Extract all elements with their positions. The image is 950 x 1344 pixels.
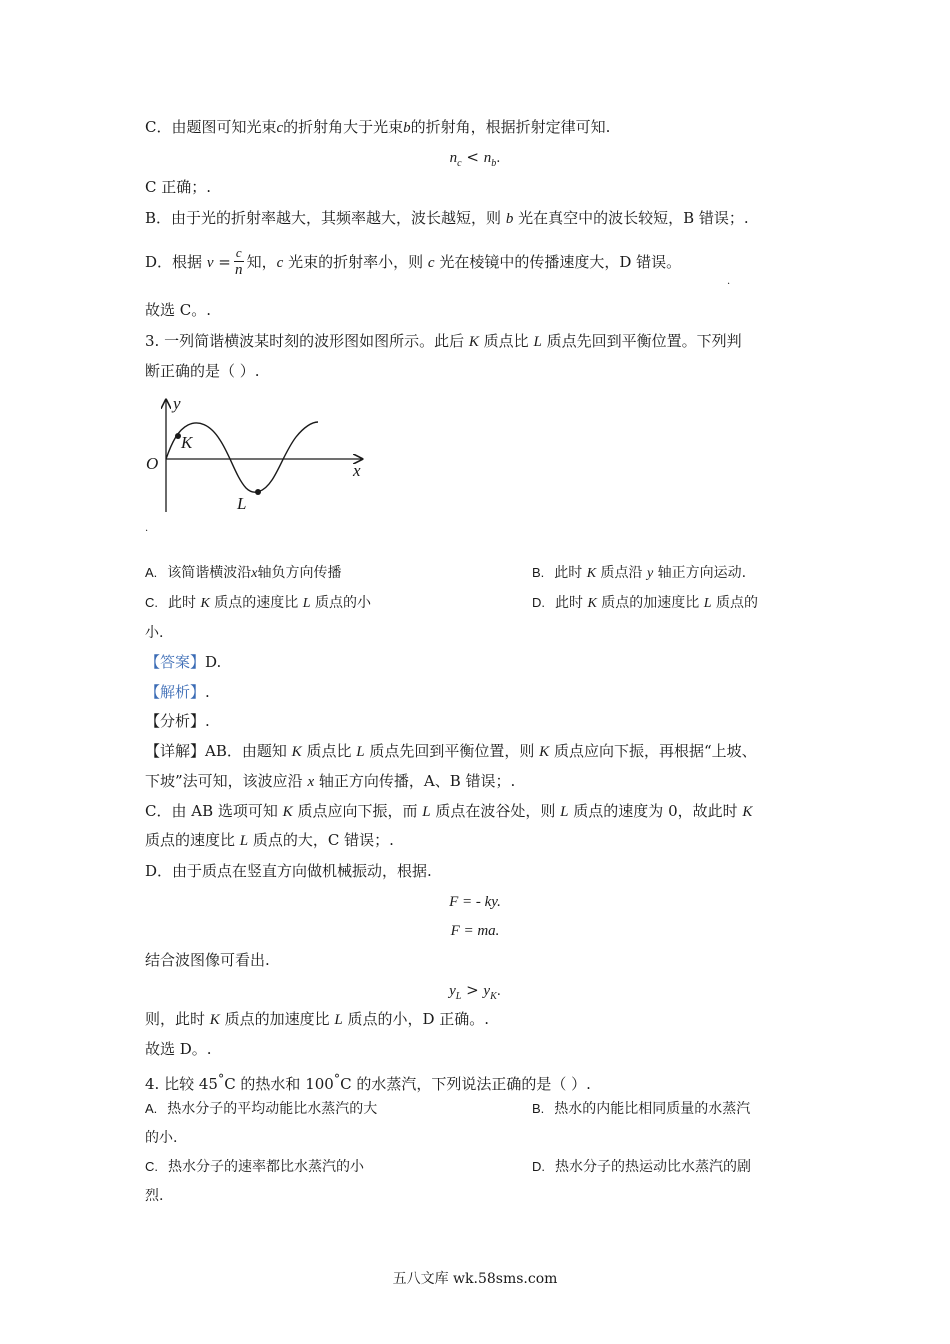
equation-f-ma: F = ma. xyxy=(450,923,500,939)
detail-line: 质点的速度比 L 质点的大，C 错误；. xyxy=(145,831,394,849)
point-k-label: K xyxy=(181,433,193,452)
stray-dot: . xyxy=(145,523,149,534)
text-line: 故选 C。. xyxy=(145,301,212,319)
fraction-c-over-n: $\frac{c}{n}$ xyxy=(234,244,243,278)
detail-line: 则，此时 K 质点的加速度比 L 质点的小，D 正确。. xyxy=(145,1010,490,1028)
detail-line: 下坡”法可知，该波应沿 x 轴正方向传播，A、B 错误；. xyxy=(145,772,516,790)
q4-option-b-wrap: 的小. xyxy=(145,1130,178,1146)
equation-yl-yk: $y_L > y_K$. xyxy=(449,981,501,1002)
point-l-dot xyxy=(255,489,261,495)
text-line: B．由于光的折射率越大，其频率越大，波长越短，则 b 光在真空中的波长较短，B 错误；. xyxy=(145,209,749,227)
q4-option-c: C. 热水分子的速率都比水蒸汽的小 xyxy=(145,1159,364,1175)
equation-f-ky: F = - ky. xyxy=(449,894,501,910)
text-line: D．根据 v = $\frac{c}{n}$ 知，c 光束的折射率小，则 c 光在棱镜中的传播速度大，D 错误。 xyxy=(145,244,682,278)
point-l-label: L xyxy=(237,494,247,513)
analysis-line: 【解析】. xyxy=(145,683,210,701)
q3-option-a: A. 该简谐横波沿x轴负方向传播 xyxy=(145,565,342,581)
q3-option-b: B. 此时 K 质点沿 y 轴正方向运动. xyxy=(532,565,747,581)
detail-line: 结合波图像可看出. xyxy=(145,951,270,969)
question-3-stem: 3. 一列简谐横波某时刻的波形图如图所示。此后 K 质点比 L 质点先回到平衡位置。下列判 xyxy=(145,332,742,350)
q3-option-c: C. 此时 K 质点的速度比 L 质点的小 xyxy=(145,595,371,611)
x-axis-label: x xyxy=(353,461,361,480)
answer-line: 【答案】D. xyxy=(145,653,222,671)
y-axis-label: y xyxy=(173,394,181,413)
detail-line: D．由于质点在竖直方向做机械振动，根据. xyxy=(145,862,432,880)
q3-option-c-wrap: 小. xyxy=(145,625,164,641)
equation-nc-nb: $n_c < n_b$. xyxy=(449,148,501,169)
question-3-stem-cont: 断正确的是（ ）. xyxy=(145,362,260,380)
text-line: C 正确；. xyxy=(145,178,212,196)
detail-line: C．由 AB 选项可知 K 质点应向下振，而 L 质点在波谷处，则 L 质点的速度为 0，故此时 K xyxy=(145,802,753,820)
fenxi-line: 【分析】. xyxy=(145,712,210,730)
stray-dot: . xyxy=(727,276,731,287)
detail-line: 【详解】AB．由题知 K 质点比 L 质点先回到平衡位置，则 K 质点应向下振，再根据“上坡、 xyxy=(145,742,757,760)
q4-option-d-wrap: 烈. xyxy=(145,1188,164,1204)
q4-option-d: D. 热水分子的热运动比水蒸汽的剧 xyxy=(532,1159,751,1175)
wave-figure xyxy=(140,392,380,517)
origin-label: O xyxy=(146,454,159,473)
q3-option-d: D. 此时 K 质点的加速度比 L 质点的 xyxy=(532,595,758,611)
detail-line: 故选 D。. xyxy=(145,1040,212,1058)
q4-option-a: A. 热水分子的平均动能比水蒸汽的大 xyxy=(145,1101,378,1117)
text-line: C．由题图可知光束c的折射角大于光束b的折射角，根据折射定律可知. xyxy=(145,118,611,136)
page-footer: 五八文库 wk.58sms.com xyxy=(392,1271,558,1287)
question-4-stem: 4. 比较 45°C 的热水和 100°C 的水蒸汽，下列说法正确的是（ ）. xyxy=(145,1071,591,1093)
q4-option-b: B. 热水的内能比相同质量的水蒸汽 xyxy=(532,1101,751,1117)
